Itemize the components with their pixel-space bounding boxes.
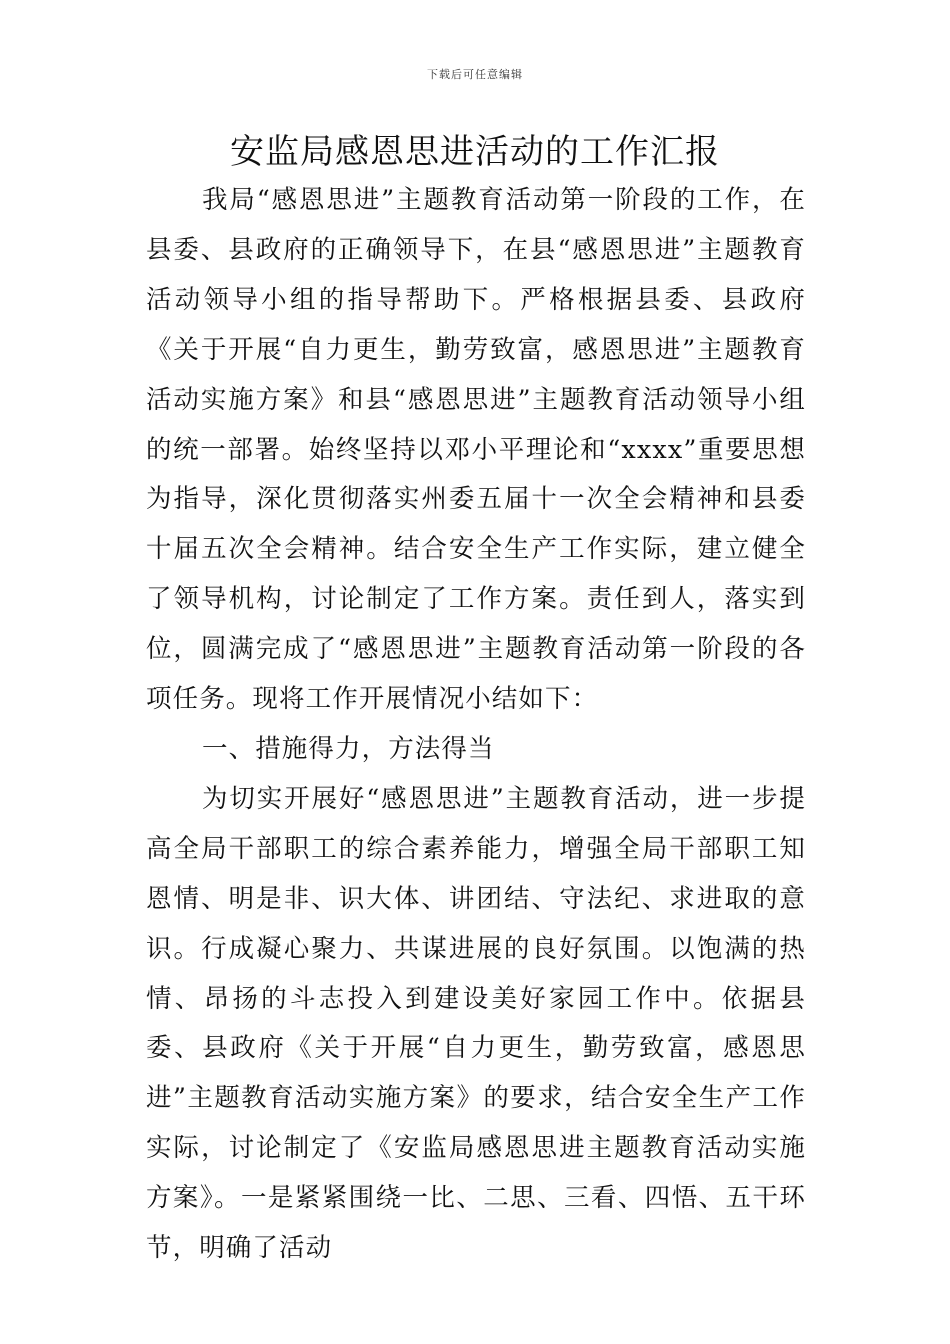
document-title: 安监局感恩思进活动的工作汇报	[230, 132, 720, 172]
section-heading: 一、措施得力，方法得当	[202, 733, 495, 764]
document-body	[146, 176, 806, 1274]
header-note: 下载后可任意编辑	[427, 68, 523, 81]
intro-paragraph: 我局“感恩思进”主题教育活动第一阶段的工作，在县委、县政府的正确领导下，在县“感恩思进”主题教育活动领导小组的指导帮助下。严格根据县委、县政府《关于开展“自力更生，勤劳致富，感恩思进”主题教育活动实施方案》和县“感恩思进”主题教育活动领导小组的统一部署。始终坚持以邓小平理论和“xxxx”重要思想为指导，深化贯彻落实州委五届十一次全会精神和县委十届五次全会精神。结合安全生产工作实际，建立健全了领导机构，讨论制定了工作方案。责任到人，落实到位，圆满完成了“感恩思进”主题教育活动第一阶段的各项任务。现将工作开展情况小结如下：	[146, 185, 806, 715]
section-paragraph: 为切实开展好“感恩思进”主题教育活动，进一步提高全局干部职工的综合素养能力，增强全局干部职工知恩情、明是非、识大体、讲团结、守法纪、求进取的意识。行成凝心聚力、共谋进展的良好氛围。以饱满的热情、昂扬的斗志投入到建设美好家园工作中。依据县委、县政府《关于开展“自力更生，勤劳致富，感恩思进”主题教育活动实施方案》的要求，结合安全生产工作实际，讨论制定了《安监局感恩思进主题教育活动实施方案》。一是紧紧围绕一比、二思、三看、四悟、五干环节，明确了活动	[146, 783, 806, 1264]
